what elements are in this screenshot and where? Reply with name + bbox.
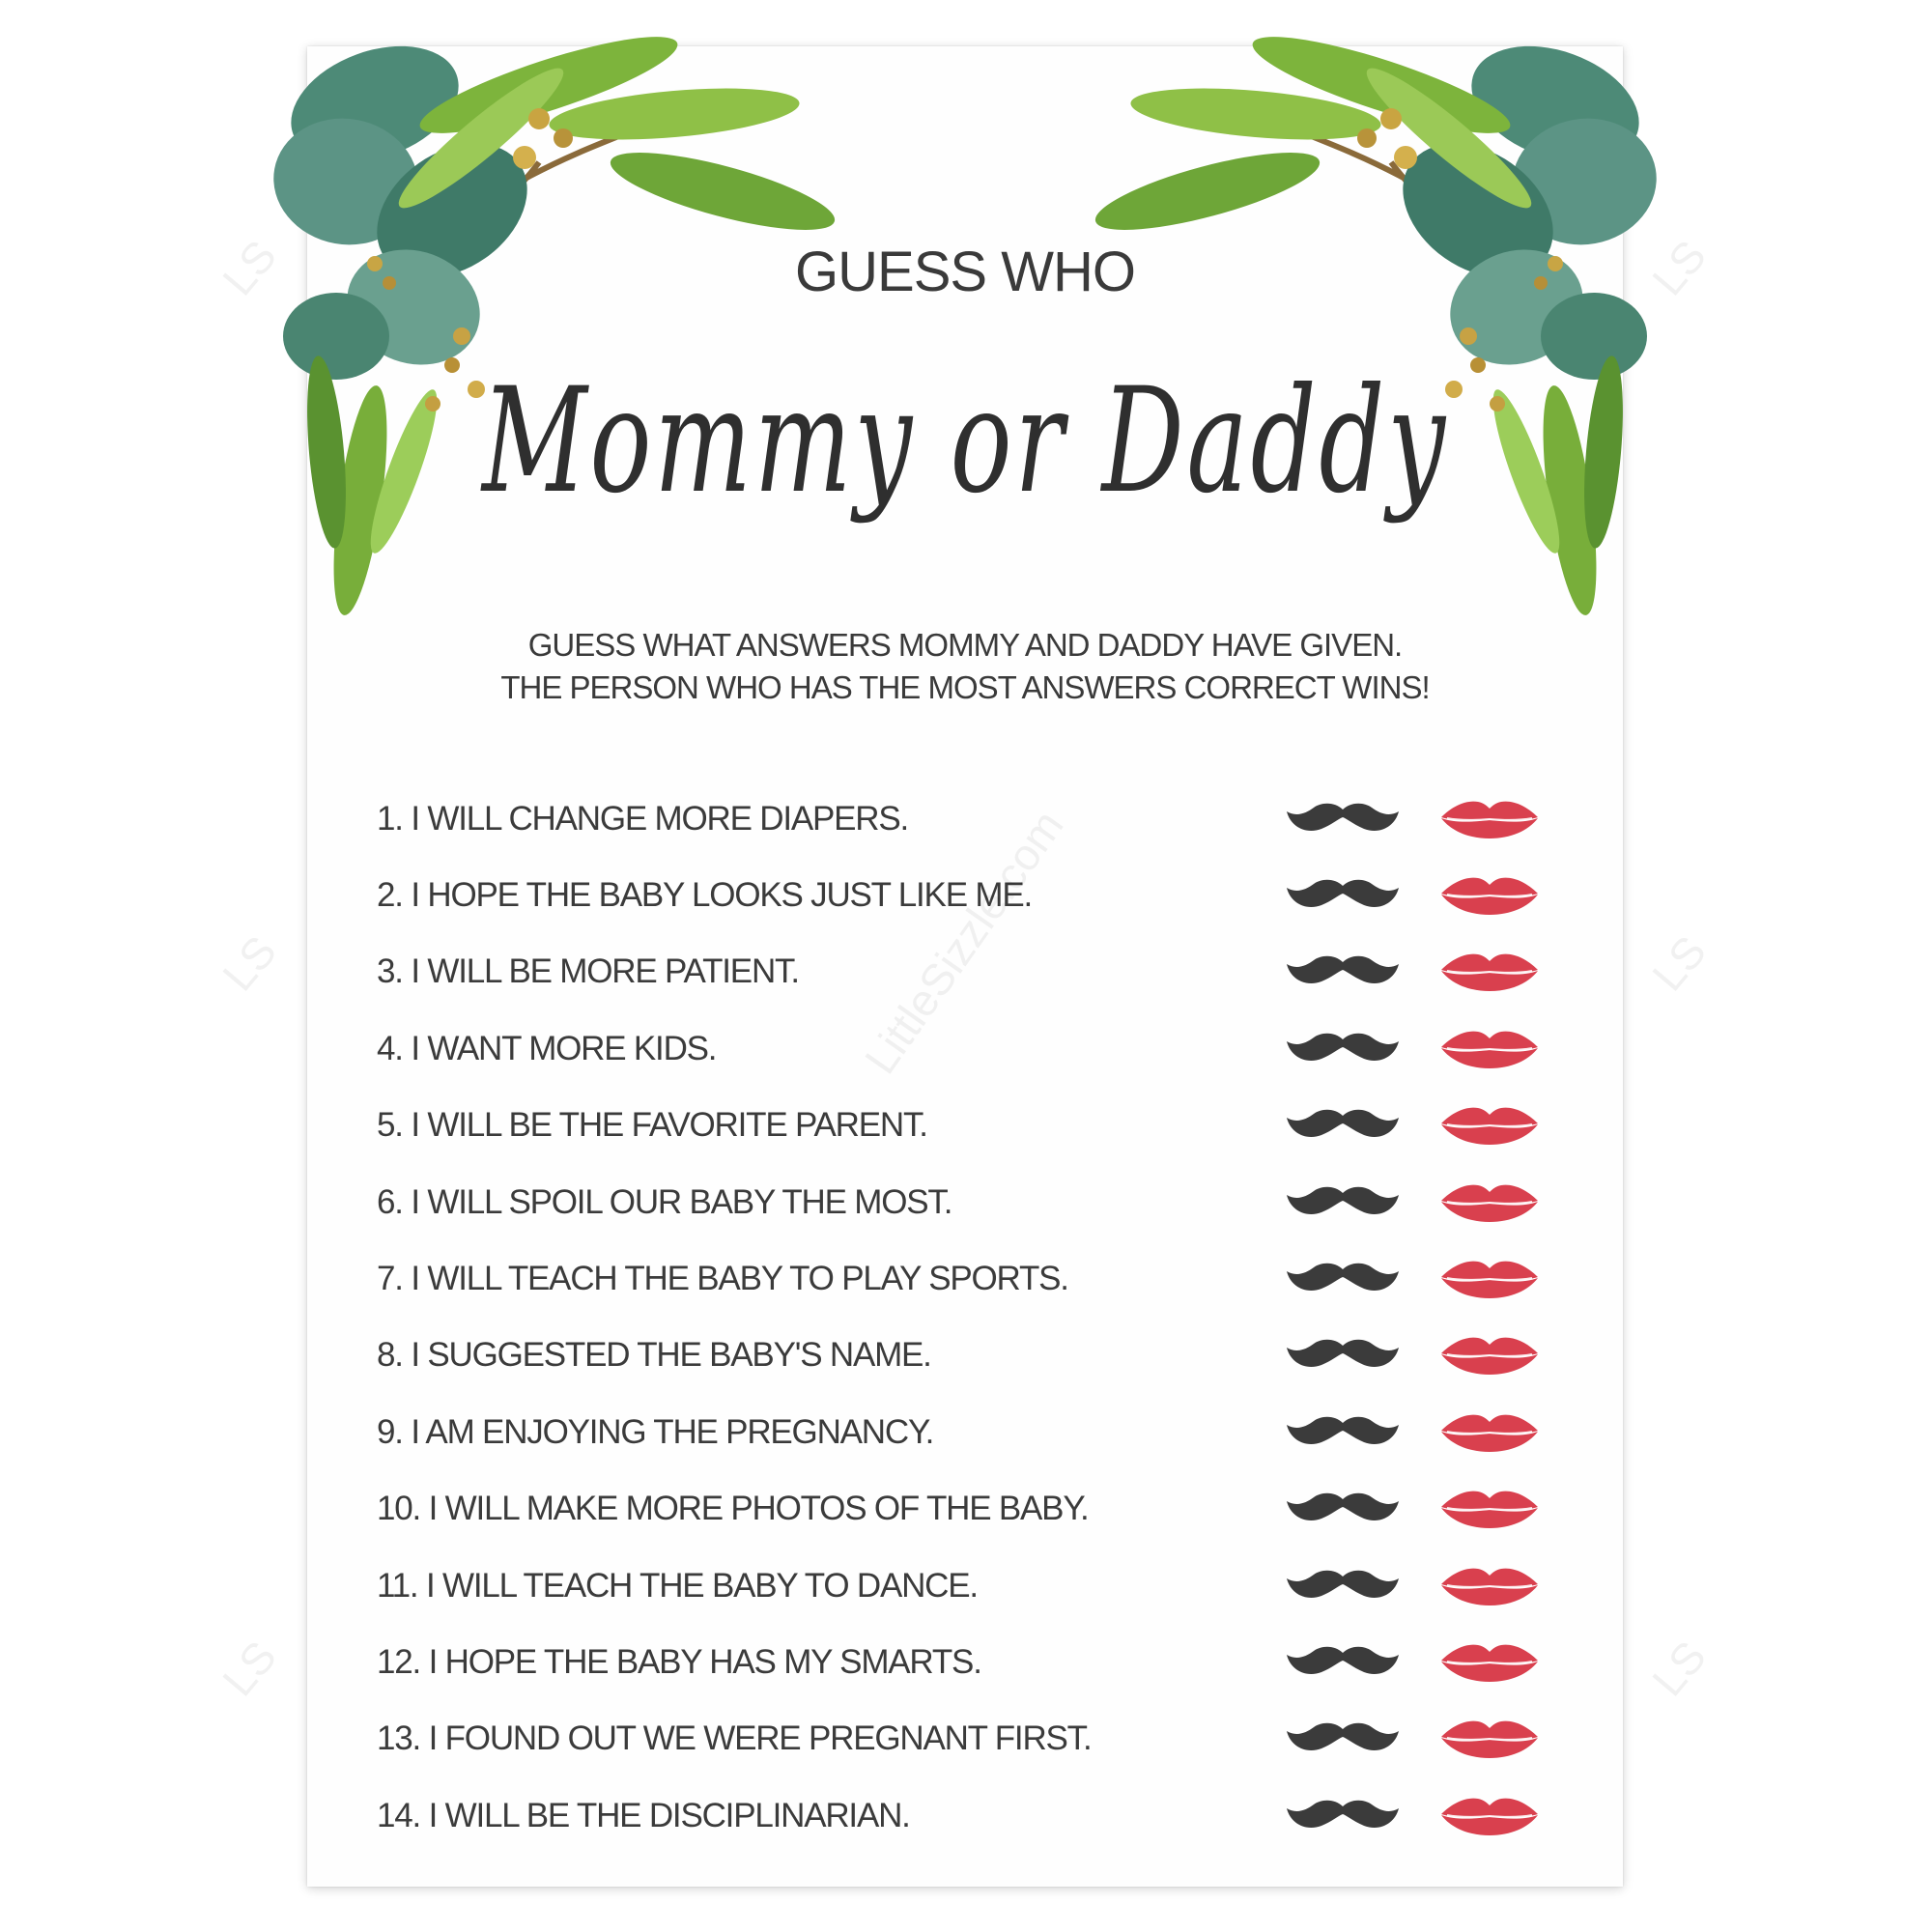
question-text: 6. I WILL SPOIL OUR BABY THE MOST. [377,1182,952,1221]
question-text: 5. I WILL BE THE FAVORITE PARENT. [377,1106,927,1145]
title-script [404,346,1526,568]
watermark-initials: LS [213,230,287,305]
question-row [377,1088,1575,1164]
question-row [377,781,1575,857]
mustache-icon[interactable] [1285,1030,1401,1068]
question-row [377,1394,1575,1470]
question-text: 3. I WILL BE MORE PATIENT. [377,952,799,991]
lips-icon[interactable] [1439,1334,1540,1377]
question-row [377,1624,1575,1700]
question-row [377,1471,1575,1548]
watermark-initials: LS [1642,230,1717,305]
lips-icon[interactable] [1439,951,1540,993]
question-text: 4. I WANT MORE KIDS. [377,1029,717,1067]
lips-icon[interactable] [1439,798,1540,840]
game-card [307,46,1623,1887]
lips-icon[interactable] [1439,1258,1540,1300]
lips-icon[interactable] [1439,1718,1540,1760]
mustache-icon[interactable] [1285,1106,1401,1145]
mustache-icon[interactable] [1285,1567,1401,1605]
title-text: Mommy or Daddy [479,357,1448,526]
mustache-icon[interactable] [1285,1336,1401,1375]
mustache-icon[interactable] [1285,1413,1401,1452]
instructions-line-2: THE PERSON WHO HAS THE MOST ANSWERS CORRECT WINS! [500,669,1430,705]
lips-icon[interactable] [1439,1028,1540,1070]
question-row [377,1318,1575,1394]
watermark-initials: LS [1642,925,1717,1001]
question-text: 11. I WILL TEACH THE BABY TO DANCE. [377,1566,978,1605]
lips-icon[interactable] [1439,1104,1540,1147]
lips-icon[interactable] [1439,874,1540,917]
mustache-icon[interactable] [1285,1183,1401,1222]
mustache-icon[interactable] [1285,1490,1401,1528]
instructions [307,624,1623,709]
mustache-icon[interactable] [1285,1643,1401,1682]
lips-icon[interactable] [1439,1565,1540,1607]
question-text: 12. I HOPE THE BABY HAS MY SMARTS. [377,1642,981,1681]
instructions-line-1: GUESS WHAT ANSWERS MOMMY AND DADDY HAVE GIVEN. [527,627,1403,663]
watermark-initials: LS [213,1631,287,1706]
question-row [377,1240,1575,1317]
question-text: 1. I WILL CHANGE MORE DIAPERS. [377,799,909,838]
question-row [377,1777,1575,1854]
lips-icon[interactable] [1439,1411,1540,1454]
question-text: 8. I SUGGESTED THE BABY'S NAME. [377,1336,931,1375]
question-row [377,1701,1575,1777]
mustache-icon[interactable] [1285,800,1401,838]
question-text: 2. I HOPE THE BABY LOOKS JUST LIKE ME. [377,876,1032,915]
subtitle-guess-who: GUESS WHO [795,241,1135,303]
question-row [377,1164,1575,1240]
mustache-icon[interactable] [1285,952,1401,991]
question-text: 10. I WILL MAKE MORE PHOTOS OF THE BABY. [377,1490,1089,1528]
question-row [377,1010,1575,1087]
question-text: 7. I WILL TEACH THE BABY TO PLAY SPORTS. [377,1260,1068,1298]
question-text: 13. I FOUND OUT WE WERE PREGNANT FIRST. [377,1719,1092,1758]
mustache-icon[interactable] [1285,1260,1401,1298]
question-text: 9. I AM ENJOYING THE PREGNANCY. [377,1412,934,1451]
watermark-initials: LS [213,925,287,1001]
watermark-initials: LS [1642,1631,1717,1706]
lips-icon[interactable] [1439,1181,1540,1224]
mustache-icon[interactable] [1285,1719,1401,1758]
mustache-icon[interactable] [1285,876,1401,915]
question-row [377,1548,1575,1624]
lips-icon[interactable] [1439,1488,1540,1530]
lips-icon[interactable] [1439,1641,1540,1684]
question-text: 14. I WILL BE THE DISCIPLINARIAN. [377,1796,910,1834]
watermark-brand: LittleSizzle.com [854,801,1073,1083]
mustache-icon[interactable] [1285,1797,1401,1835]
lips-icon[interactable] [1439,1795,1540,1837]
